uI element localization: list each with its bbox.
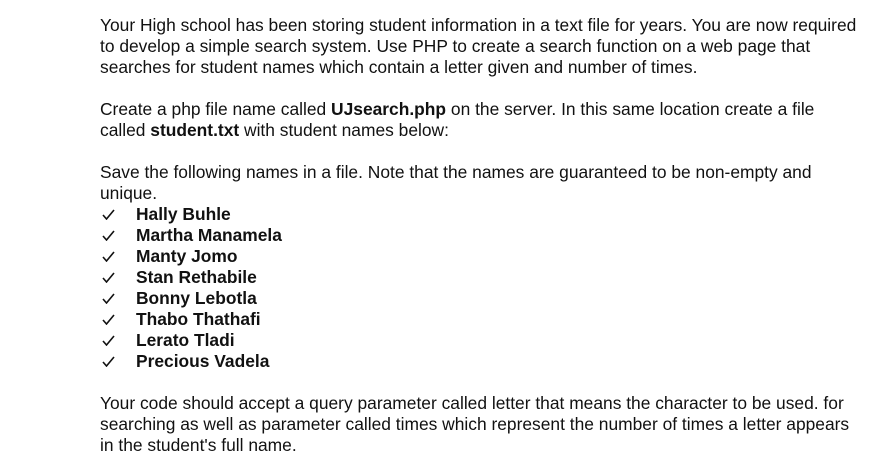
checkmark-icon [102, 204, 116, 225]
student-name: Thabo Thathafi [136, 309, 261, 329]
instructions-paragraph [100, 99, 860, 141]
checkmark-icon [102, 246, 116, 267]
query-parameter-paragraph: Your code should accept a query parameter called letter that means the character to be used. for searching as well as parameter called times which represent the number of times a letter appears in the student's full name. [100, 393, 850, 455]
student-name: Bonny Lebotla [136, 288, 257, 308]
paragraph-spacer [100, 372, 860, 393]
checkmark-icon [102, 330, 116, 351]
student-name: Lerato Tladi [136, 330, 235, 350]
student-name: Hally Buhle [136, 204, 231, 224]
checkmark-icon [102, 288, 116, 309]
php-filename: UJsearch.php [331, 99, 447, 119]
student-names-list [100, 204, 860, 372]
save-names-paragraph: Save the following names in a file. Note that the names are guaranteed to be non-empty and unique. [100, 162, 812, 203]
list-item [100, 351, 860, 372]
document-page [100, 15, 860, 456]
checkmark-icon [102, 267, 116, 288]
student-name: Precious Vadela [136, 351, 270, 371]
instructions-text-2: on the server. In this same location create a file called [100, 99, 815, 140]
list-item [100, 246, 860, 267]
paragraph-spacer [100, 141, 860, 162]
list-item [100, 267, 860, 288]
list-item [100, 288, 860, 309]
list-item [100, 225, 860, 246]
checkmark-icon [102, 309, 116, 330]
student-name: Martha Manamela [136, 225, 282, 245]
list-item [100, 309, 860, 330]
instructions-text-3: with student names below: [239, 120, 449, 140]
checkmark-icon [102, 351, 116, 372]
paragraph-spacer [100, 78, 860, 99]
list-item [100, 330, 860, 351]
list-item [100, 204, 860, 225]
checkmark-icon [102, 225, 116, 246]
txt-filename: student.txt [150, 120, 240, 140]
intro-paragraph: Your High school has been storing student information in a text file for years. You are now required to develop a simple search system. Use PHP to create a search function on a web page that searches for student names which contain a letter given and number of times. [100, 15, 857, 77]
student-name: Stan Rethabile [136, 267, 257, 287]
instructions-text-1: Create a php file name called [100, 99, 332, 119]
student-name: Manty Jomo [136, 246, 238, 266]
